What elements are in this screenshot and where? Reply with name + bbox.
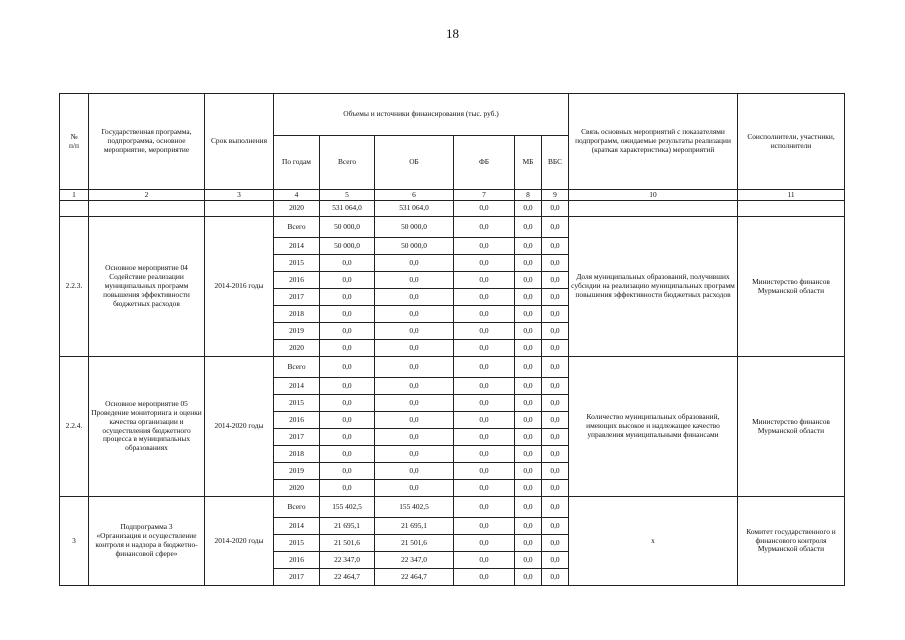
header-mb: МБ: [515, 136, 542, 190]
cell-year: Всего: [274, 357, 320, 378]
cell-vbs: 0,0: [542, 569, 569, 586]
cell-vbs: 0,0: [542, 480, 569, 497]
cell-total: 0,0: [320, 378, 375, 395]
section-name: Основное мероприятие 05 Проведение мониторинга и оценки качества организации и осуществления бюджетного процесса в муниципальных образованиях: [89, 357, 205, 497]
column-number-row: [60, 190, 845, 201]
cell-mb: 0,0: [515, 272, 542, 289]
cell-vbs: 0,0: [542, 463, 569, 480]
cell-total: 0,0: [320, 395, 375, 412]
header-total: Всего: [320, 136, 375, 190]
col-number: 3: [205, 190, 274, 201]
header-vbs: ВБС: [542, 136, 569, 190]
cell-vbs: 0,0: [542, 323, 569, 340]
col-number: 4: [274, 190, 320, 201]
section-number: 2.2.3.: [60, 217, 89, 357]
cell-vbs: 0,0: [542, 429, 569, 446]
col-number: 5: [320, 190, 375, 201]
cell-year: 2014: [274, 518, 320, 535]
cell-vbs: 0,0: [542, 378, 569, 395]
col-number: 8: [515, 190, 542, 201]
section-executor: Министерство финансов Мурманской области: [738, 217, 845, 357]
cell-ob: 155 402,5: [375, 497, 454, 518]
section-link: х: [569, 497, 738, 586]
cell-total: 0,0: [320, 480, 375, 497]
cell-ob: 0,0: [375, 289, 454, 306]
cell-mb: 0,0: [515, 569, 542, 586]
cell-vbs: 0,0: [542, 306, 569, 323]
cell-fb: 0,0: [454, 429, 515, 446]
cell-vbs: 0,0: [542, 340, 569, 357]
cell-mb: 0,0: [515, 497, 542, 518]
cell-total: 50 000,0: [320, 217, 375, 238]
cell-year: 2019: [274, 463, 320, 480]
cell-mb: 0,0: [515, 518, 542, 535]
col-number: 2: [89, 190, 205, 201]
cell-mb: 0,0: [515, 378, 542, 395]
cell-fb: 0,0: [454, 306, 515, 323]
cell-total: 0,0: [320, 323, 375, 340]
cell-fb: 0,0: [454, 272, 515, 289]
header-program: Государственная программа, подпрограмма, основное мероприятие, мероприятие: [89, 94, 205, 190]
carry-total: 531 064,0: [320, 201, 375, 217]
col-number: 10: [569, 190, 738, 201]
col-number: 7: [454, 190, 515, 201]
cell-fb: 0,0: [454, 535, 515, 552]
cell-mb: 0,0: [515, 535, 542, 552]
cell-ob: 0,0: [375, 463, 454, 480]
cell-ob: 0,0: [375, 446, 454, 463]
cell-fb: 0,0: [454, 569, 515, 586]
cell-fb: 0,0: [454, 289, 515, 306]
cell-year: 2017: [274, 289, 320, 306]
cell-ob: 50 000,0: [375, 238, 454, 255]
carry-over-row: [60, 201, 845, 217]
section-term: 2014-2020 годы: [205, 357, 274, 497]
cell-year: 2015: [274, 255, 320, 272]
cell-ob: 0,0: [375, 323, 454, 340]
section-number: 2.2.4.: [60, 357, 89, 497]
table-row: [60, 217, 845, 238]
cell-mb: 0,0: [515, 446, 542, 463]
cell-year: 2018: [274, 306, 320, 323]
cell-year: 2014: [274, 238, 320, 255]
section-name: Основное мероприятие 04 Содействие реализации муниципальных программ повышения эффективности бюджетных расходов: [89, 217, 205, 357]
cell-ob: 0,0: [375, 412, 454, 429]
cell-year: Всего: [274, 217, 320, 238]
cell-total: 0,0: [320, 306, 375, 323]
cell-fb: 0,0: [454, 395, 515, 412]
cell-total: 0,0: [320, 357, 375, 378]
section-name: Подпрограмма 3 «Организация и осуществление контроля и надзора в бюджетно-финансовой сфере»: [89, 497, 205, 586]
cell-fb: 0,0: [454, 340, 515, 357]
cell-year: 2019: [274, 323, 320, 340]
cell-mb: 0,0: [515, 480, 542, 497]
carry-empty: [60, 201, 89, 217]
cell-mb: 0,0: [515, 463, 542, 480]
col-number: 9: [542, 190, 569, 201]
section-link: Доля муниципальных образований, получивших субсидии на реализацию муниципальных программ повышения эффективности бюджетных расходов: [569, 217, 738, 357]
cell-fb: 0,0: [454, 412, 515, 429]
table-row: [60, 357, 845, 378]
cell-ob: 0,0: [375, 340, 454, 357]
cell-vbs: 0,0: [542, 395, 569, 412]
cell-fb: 0,0: [454, 378, 515, 395]
cell-total: 0,0: [320, 446, 375, 463]
header-term: Срок выполнения: [205, 94, 274, 190]
carry-ob: 531 064,0: [375, 201, 454, 217]
cell-ob: 0,0: [375, 306, 454, 323]
cell-fb: 0,0: [454, 323, 515, 340]
cell-total: 0,0: [320, 255, 375, 272]
header-ob: ОБ: [375, 136, 454, 190]
carry-fb: 0,0: [454, 201, 515, 217]
cell-ob: 0,0: [375, 480, 454, 497]
cell-fb: 0,0: [454, 480, 515, 497]
col-number: 11: [738, 190, 845, 201]
cell-year: 2020: [274, 480, 320, 497]
header-fb: ФБ: [454, 136, 515, 190]
cell-vbs: 0,0: [542, 497, 569, 518]
cell-ob: 21 695,1: [375, 518, 454, 535]
section-term: 2014-2016 годы: [205, 217, 274, 357]
carry-empty: [738, 201, 845, 217]
cell-year: 2016: [274, 272, 320, 289]
cell-year: 2017: [274, 569, 320, 586]
header-funding: Объемы и источники финансирования (тыс. руб.): [274, 94, 569, 136]
cell-year: 2016: [274, 552, 320, 569]
cell-total: 21 695,1: [320, 518, 375, 535]
cell-vbs: 0,0: [542, 446, 569, 463]
cell-year: 2015: [274, 395, 320, 412]
cell-ob: 0,0: [375, 395, 454, 412]
cell-mb: 0,0: [515, 306, 542, 323]
section-number: 3: [60, 497, 89, 586]
cell-ob: 0,0: [375, 429, 454, 446]
cell-total: 0,0: [320, 429, 375, 446]
cell-total: 21 501,6: [320, 535, 375, 552]
cell-fb: 0,0: [454, 552, 515, 569]
cell-ob: 0,0: [375, 378, 454, 395]
col-number: 1: [60, 190, 89, 201]
table-row: [60, 497, 845, 518]
cell-mb: 0,0: [515, 289, 542, 306]
header-by-year: По годам: [274, 136, 320, 190]
cell-year: 2020: [274, 340, 320, 357]
cell-ob: 21 501,6: [375, 535, 454, 552]
cell-year: 2016: [274, 412, 320, 429]
cell-fb: 0,0: [454, 217, 515, 238]
cell-ob: 22 464,7: [375, 569, 454, 586]
cell-ob: 22 347,0: [375, 552, 454, 569]
cell-vbs: 0,0: [542, 272, 569, 289]
cell-vbs: 0,0: [542, 552, 569, 569]
cell-ob: 0,0: [375, 255, 454, 272]
cell-total: 0,0: [320, 289, 375, 306]
section-term: 2014-2020 годы: [205, 497, 274, 586]
cell-fb: 0,0: [454, 238, 515, 255]
funding-table: [59, 93, 845, 586]
cell-vbs: 0,0: [542, 289, 569, 306]
cell-vbs: 0,0: [542, 217, 569, 238]
cell-mb: 0,0: [515, 238, 542, 255]
carry-empty: [89, 201, 205, 217]
cell-total: 50 000,0: [320, 238, 375, 255]
cell-total: 0,0: [320, 463, 375, 480]
cell-total: 22 347,0: [320, 552, 375, 569]
cell-year: 2014: [274, 378, 320, 395]
cell-vbs: 0,0: [542, 412, 569, 429]
carry-empty: [205, 201, 274, 217]
cell-mb: 0,0: [515, 552, 542, 569]
cell-fb: 0,0: [454, 446, 515, 463]
cell-total: 0,0: [320, 412, 375, 429]
cell-vbs: 0,0: [542, 535, 569, 552]
cell-year: 2018: [274, 446, 320, 463]
cell-fb: 0,0: [454, 497, 515, 518]
cell-total: 0,0: [320, 272, 375, 289]
cell-mb: 0,0: [515, 412, 542, 429]
cell-mb: 0,0: [515, 323, 542, 340]
cell-mb: 0,0: [515, 429, 542, 446]
cell-vbs: 0,0: [542, 518, 569, 535]
cell-vbs: 0,0: [542, 357, 569, 378]
cell-total: 155 402,5: [320, 497, 375, 518]
cell-year: 2017: [274, 429, 320, 446]
header-num: № п/п: [60, 94, 89, 190]
cell-total: 22 464,7: [320, 569, 375, 586]
cell-vbs: 0,0: [542, 238, 569, 255]
header-executors: Соисполнители, участники, исполнители: [738, 94, 845, 190]
cell-mb: 0,0: [515, 217, 542, 238]
section-executor: Комитет государственного и финансового контроля Мурманской области: [738, 497, 845, 586]
carry-vbs: 0,0: [542, 201, 569, 217]
cell-ob: 50 000,0: [375, 217, 454, 238]
cell-fb: 0,0: [454, 463, 515, 480]
cell-total: 0,0: [320, 340, 375, 357]
cell-fb: 0,0: [454, 255, 515, 272]
cell-ob: 0,0: [375, 272, 454, 289]
cell-year: Всего: [274, 497, 320, 518]
cell-mb: 0,0: [515, 255, 542, 272]
cell-fb: 0,0: [454, 518, 515, 535]
carry-mb: 0,0: [515, 201, 542, 217]
carry-empty: [569, 201, 738, 217]
section-link: Количество муниципальных образований, имеющих высокое и надлежащее качество управления муниципальными финансами: [569, 357, 738, 497]
cell-mb: 0,0: [515, 357, 542, 378]
cell-mb: 0,0: [515, 340, 542, 357]
header-link: Связь основных мероприятий с показателями подпрограмм, ожидаемые результаты реализации (краткая характеристика) мероприятий: [569, 94, 738, 190]
carry-year: 2020: [274, 201, 320, 217]
cell-year: 2015: [274, 535, 320, 552]
cell-ob: 0,0: [375, 357, 454, 378]
cell-vbs: 0,0: [542, 255, 569, 272]
cell-fb: 0,0: [454, 357, 515, 378]
col-number: 6: [375, 190, 454, 201]
cell-mb: 0,0: [515, 395, 542, 412]
page-number: 18: [446, 26, 459, 41]
section-executor: Министерство финансов Мурманской области: [738, 357, 845, 497]
